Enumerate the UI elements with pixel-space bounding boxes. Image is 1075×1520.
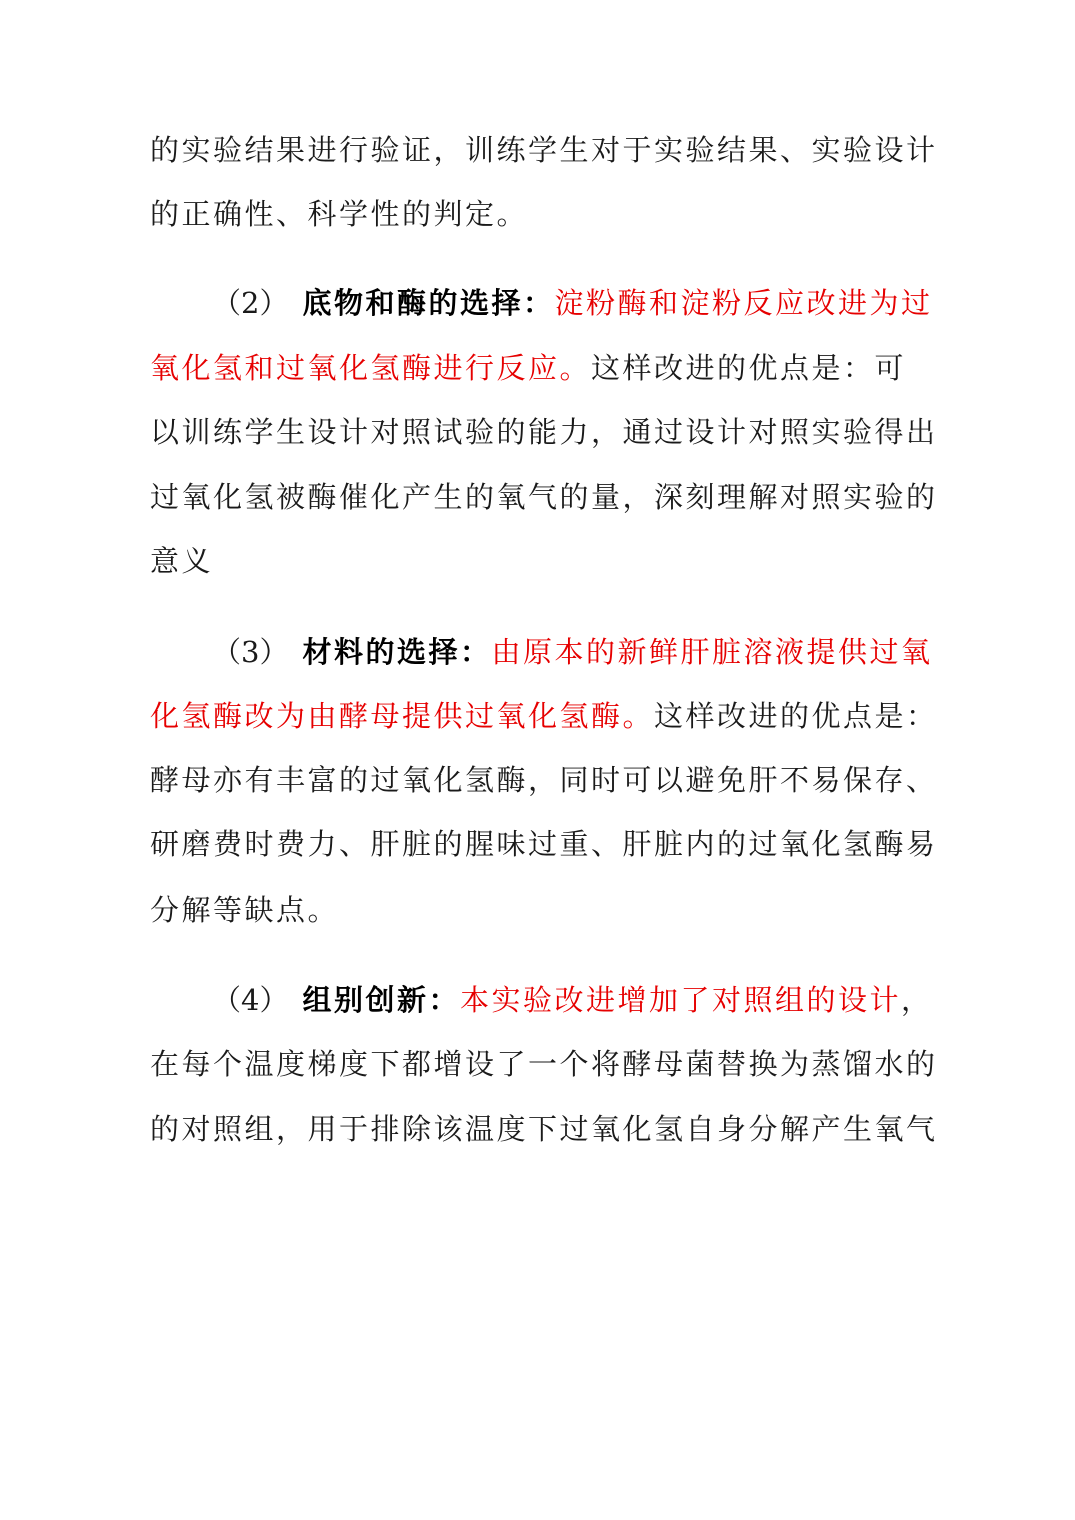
text: 过氧化氢被酶催化产生的氧气的量，深刻理解对照实验的 [150, 480, 938, 514]
text: 的对照组，用于排除该温度下过氧化氢自身分解产生氧气 [150, 1112, 938, 1146]
text: 意义 [150, 544, 214, 578]
paragraph-2-line-2 [150, 350, 906, 386]
text: 研磨费时费力、肝脏的腥味过重、肝脏内的过氧化氢酶易 [150, 827, 938, 861]
paragraph-2-line-1 [212, 285, 932, 321]
paragraph-1-line-2 [150, 196, 528, 232]
section-heading: 底物和酶的选择： [302, 286, 555, 320]
text: 的实验结果进行验证，训练学生对于实验结果、实验设计 [150, 133, 938, 167]
paragraph-2-line-3 [150, 414, 938, 450]
paragraph-1-line-1 [150, 132, 938, 168]
paragraph-4-line-1 [212, 982, 933, 1018]
item-number: （3） [212, 635, 289, 669]
paragraph-3-line-4 [150, 826, 938, 862]
paragraph-3-line-2 [150, 698, 938, 734]
text: 在每个温度梯度下都增设了一个将酵母菌替换为蒸馏水的 [150, 1047, 938, 1081]
section-heading: 材料的选择： [302, 635, 492, 669]
paragraph-4-line-2 [150, 1046, 938, 1082]
text: ， [900, 983, 933, 1017]
paragraph-2-line-4 [150, 479, 938, 515]
highlighted-text: 氧化氢和过氧化氢酶进行反应。 [150, 351, 592, 385]
paragraph-3-line-3 [150, 762, 938, 798]
text: 的正确性、科学性的判定。 [150, 197, 529, 231]
text: 以训练学生设计对照试验的能力，通过设计对照实验得出 [150, 415, 938, 449]
item-number: （4） [212, 983, 289, 1017]
highlighted-text: 由原本的新鲜肝脏溶液提供过氧 [491, 635, 933, 669]
text: 分解等缺点。 [150, 893, 340, 927]
paragraph-3-line-5 [150, 892, 339, 928]
paragraph-4-line-3 [150, 1111, 938, 1147]
paragraph-3-line-1 [212, 634, 932, 670]
text: 酵母亦有丰富的过氧化氢酶，同时可以避免肝不易保存、 [150, 763, 938, 797]
text: 这样改进的优点是： [654, 699, 938, 733]
section-heading: 组别创新： [302, 983, 460, 1017]
text: 这样改进的优点是：可 [591, 351, 907, 385]
highlighted-text: 淀粉酶和淀粉反应改进为过 [554, 286, 933, 320]
highlighted-text: 本实验改进增加了对照组的设计 [459, 983, 901, 1017]
paragraph-2-line-5 [150, 543, 213, 579]
highlighted-text: 化氢酶改为由酵母提供过氧化氢酶。 [150, 699, 655, 733]
item-number: （2） [212, 286, 289, 320]
